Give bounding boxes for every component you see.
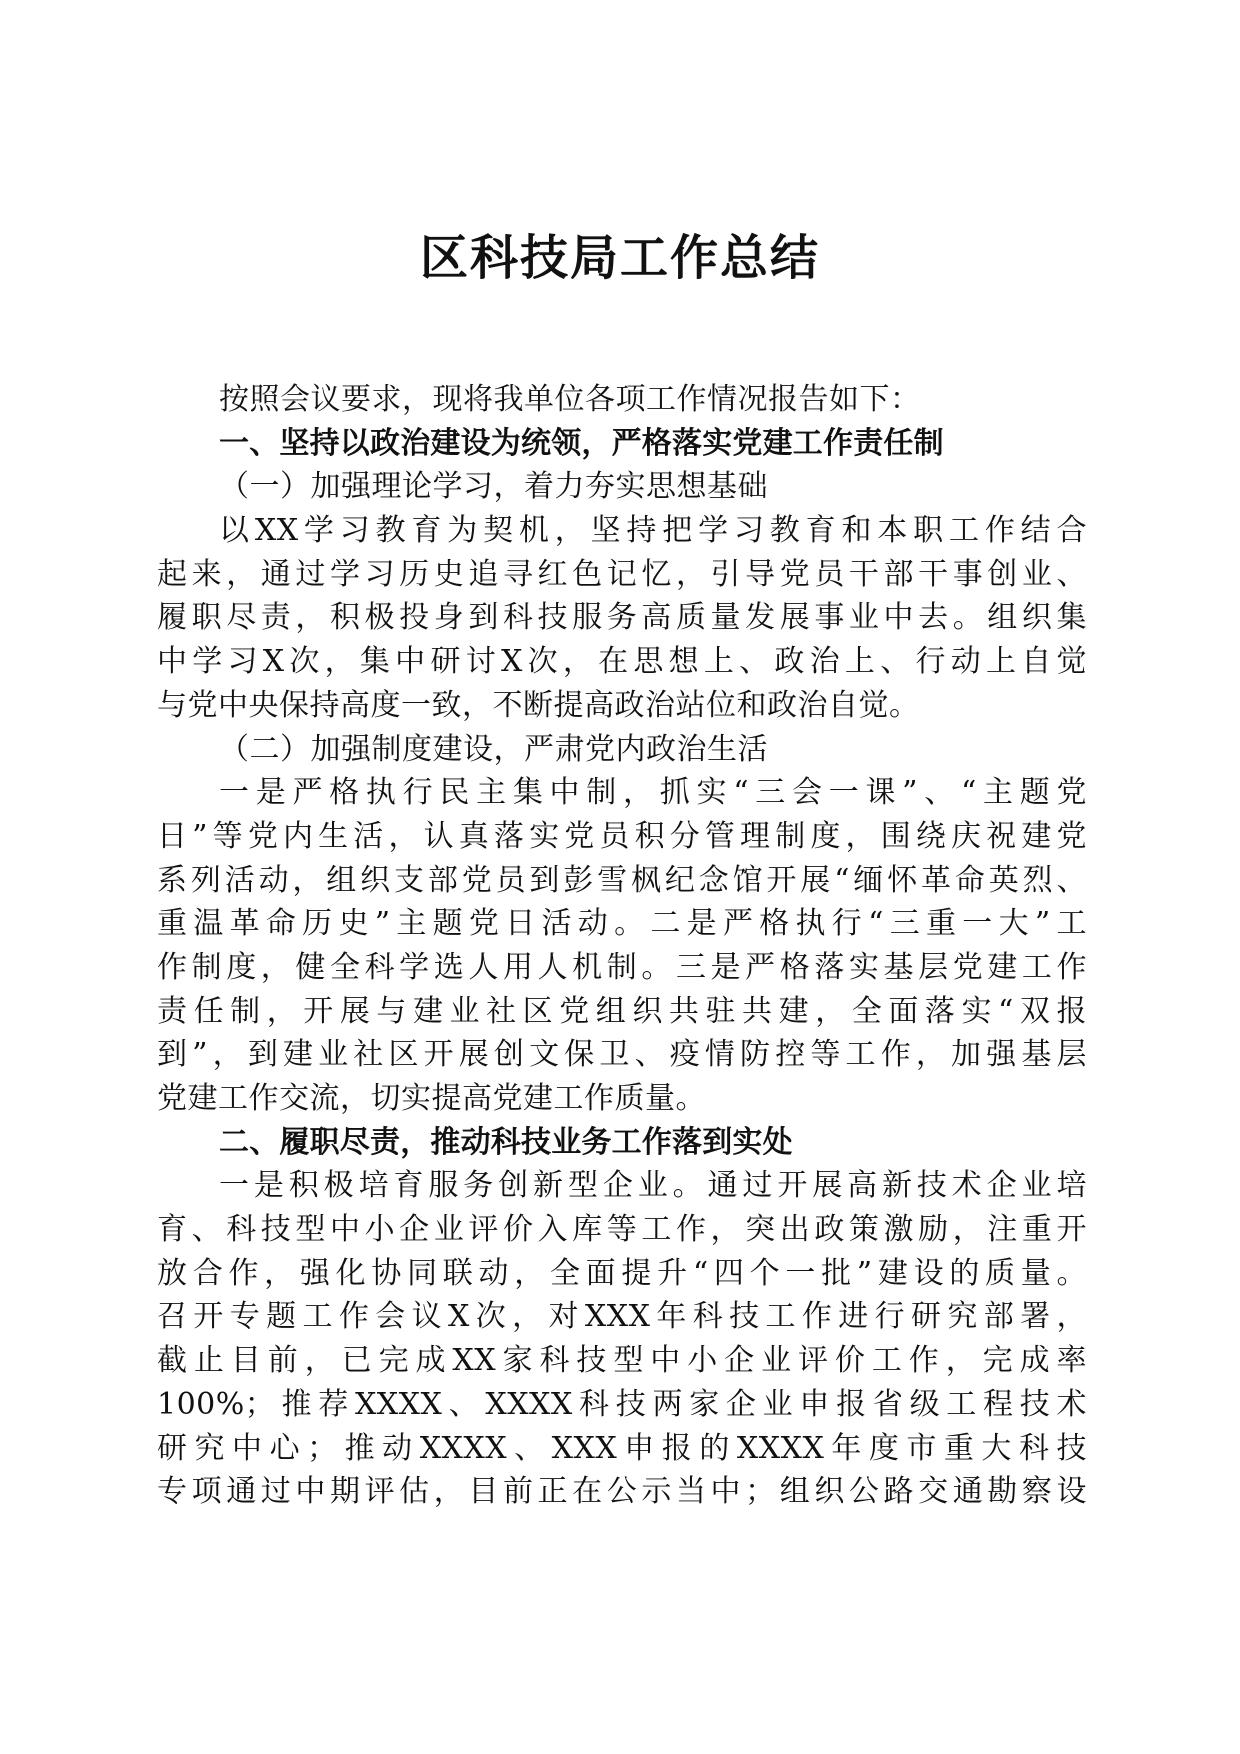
paragraph-line: 重温革命历史”主题党日活动。二是严格执行“三重一大”工 bbox=[157, 906, 1087, 942]
paragraph-line: 截止目前，已完成XX家科技型中小企业评价工作，完成率 bbox=[157, 1343, 1087, 1379]
section-heading: 一、坚持以政治建设为统领，严格落实党建工作责任制 bbox=[219, 425, 944, 461]
paragraph-line: 中学习X次，集中研讨X次，在思想上、政治上、行动上自觉 bbox=[157, 644, 1087, 680]
paragraph-line: 与党中央保持高度一致，不断提高政治站位和政治自觉。 bbox=[157, 687, 920, 723]
paragraph-line: 起来，通过学习历史追寻红色记忆，引导党员干部干事创业、 bbox=[157, 556, 1087, 592]
paragraph-line: 专项通过中期评估，目前正在公示当中；组织公路交通勘察设 bbox=[157, 1474, 1087, 1510]
document-body bbox=[157, 378, 1087, 1514]
paragraph-line: 研究中心；推动XXXX、XXX申报的XXXX年度市重大科技 bbox=[157, 1430, 1087, 1466]
paragraph-line: 作制度，健全科学选人用人机制。三是严格落实基层党建工作 bbox=[157, 949, 1087, 985]
subsection-heading: （二）加强制度建设，严肃党内政治生活 bbox=[219, 731, 768, 767]
paragraph-line: 责任制，开展与建业社区党组织共驻共建，全面落实“双报 bbox=[157, 993, 1087, 1029]
section-heading: 二、履职尽责，推动科技业务工作落到实处 bbox=[219, 1124, 793, 1160]
paragraph-line: 到”，到建业社区开展创文保卫、疫情防控等工作，加强基层 bbox=[157, 1037, 1087, 1073]
paragraph-line: 召开专题工作会议X次，对XXX年科技工作进行研究部署， bbox=[157, 1299, 1087, 1335]
paragraph-line: 日”等党内生活，认真落实党员积分管理制度，围绕庆祝建党 bbox=[157, 818, 1087, 854]
paragraph-line: 以XX学习教育为契机，坚持把学习教育和本职工作结合 bbox=[219, 513, 1087, 549]
paragraph-line: 放合作，强化协同联动，全面提升“四个一批”建设的质量。 bbox=[157, 1255, 1087, 1291]
paragraph-line: 系列活动，组织支部党员到彭雪枫纪念馆开展“缅怀革命英烈、 bbox=[157, 862, 1087, 898]
paragraph-line: 一是严格执行民主集中制，抓实“三会一课”、“主题党 bbox=[219, 775, 1087, 811]
document-title: 区科技局工作总结 bbox=[419, 230, 820, 286]
paragraph-line: 按照会议要求，现将我单位各项工作情况报告如下： bbox=[219, 382, 921, 417]
paragraph-line: 履职尽责，积极投身到科技服务高质量发展事业中去。组织集 bbox=[157, 600, 1087, 636]
paragraph-line: 一是积极培育服务创新型企业。通过开展高新技术企业培 bbox=[219, 1168, 1087, 1204]
paragraph-line: 100%；推荐XXXX、XXXX科技两家企业申报省级工程技术 bbox=[157, 1386, 1087, 1422]
paragraph-line: 党建工作交流，切实提高党建工作质量。 bbox=[157, 1081, 706, 1116]
subsection-heading: （一）加强理论学习，着力夯实思想基础 bbox=[219, 469, 768, 505]
paragraph-line: 育、科技型中小企业评价入库等工作，突出政策激励，注重开 bbox=[157, 1212, 1087, 1248]
